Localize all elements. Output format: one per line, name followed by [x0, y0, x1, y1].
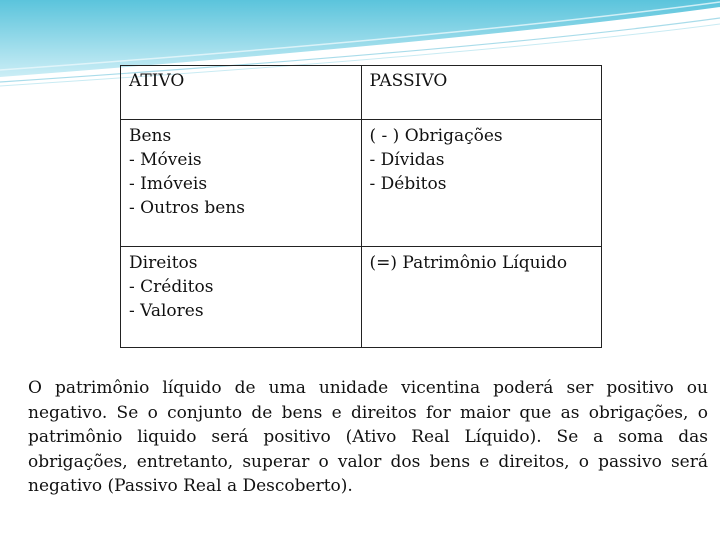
header-ativo: ATIVO: [121, 66, 362, 120]
table-header-row: [121, 66, 602, 120]
cell-bens: [121, 120, 362, 247]
cell-line: Bens: [129, 126, 172, 146]
explanation-paragraph: O patrimônio líquido de uma unidade vicentina poderá ser positivo ou negativo. Se o conjunto de bens e direitos for maior que as obrigações, o patrimônio liquido será positivo (Ativo Real Líquido). Se a soma das obrigações, entretanto, superar o valor dos bens e direitos, o passivo será negativo (Passivo Real a Descoberto).: [28, 378, 708, 496]
table-row-direitos: [121, 247, 602, 348]
cell-line: - Imóveis: [129, 174, 208, 194]
cell-direitos: [121, 247, 362, 348]
cell-line: - Débitos: [369, 174, 447, 194]
cell-line: Direitos: [129, 253, 198, 273]
cell-line: - Móveis: [129, 150, 202, 170]
cell-line: (=) Patrimônio Líquido: [369, 253, 568, 273]
cell-line: - Créditos: [129, 277, 214, 297]
table-row-bens: [121, 120, 602, 247]
cell-line: - Dívidas: [369, 150, 445, 170]
header-passivo: PASSIVO: [361, 66, 602, 120]
balance-table: [120, 65, 602, 348]
cell-line: ( - ) Obrigações: [369, 126, 503, 146]
cell-patrimonio-liquido: [361, 247, 602, 348]
cell-obrigacoes: [361, 120, 602, 247]
cell-line: - Outros bens: [129, 198, 245, 218]
cell-line: - Valores: [129, 301, 204, 321]
